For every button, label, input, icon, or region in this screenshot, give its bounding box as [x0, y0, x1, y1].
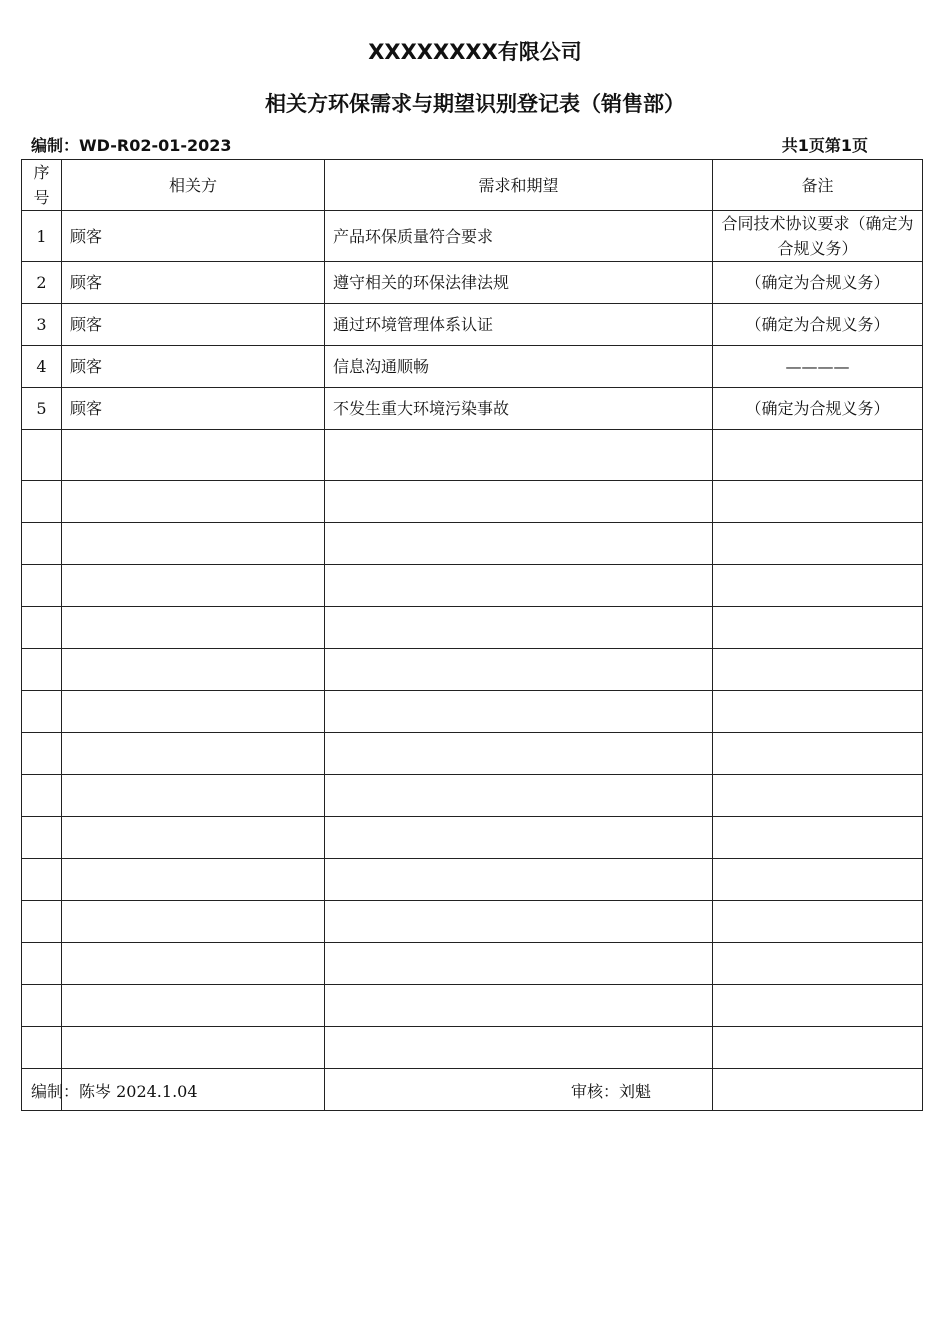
cell-no	[22, 649, 62, 691]
cell-need: 遵守相关的环保法律法规	[325, 262, 713, 304]
cell-need	[325, 481, 713, 523]
cell-no: 5	[22, 388, 62, 430]
cell-need	[325, 565, 713, 607]
empty-table-row	[22, 430, 923, 481]
cell-remark: ————	[713, 346, 923, 388]
cell-need	[325, 733, 713, 775]
cell-no	[22, 607, 62, 649]
cell-party	[62, 481, 325, 523]
cell-remark: （确定为合规义务）	[713, 388, 923, 430]
table-row	[22, 304, 923, 346]
empty-table-row	[22, 775, 923, 817]
cell-party: 顾客	[62, 211, 325, 262]
cell-need	[325, 943, 713, 985]
cell-need	[325, 817, 713, 859]
cell-no	[22, 817, 62, 859]
cell-need	[325, 859, 713, 901]
empty-table-row	[22, 607, 923, 649]
cell-party	[62, 430, 325, 481]
cell-no	[22, 481, 62, 523]
cell-remark	[713, 859, 923, 901]
column-header-need: 需求和期望	[325, 160, 713, 211]
empty-table-row	[22, 859, 923, 901]
table-body	[22, 211, 923, 1111]
cell-no	[22, 430, 62, 481]
cell-need	[325, 691, 713, 733]
table-header-row	[22, 160, 923, 211]
page-info: 共1页第1页	[781, 136, 868, 155]
cell-party: 顾客	[62, 304, 325, 346]
cell-need	[325, 523, 713, 565]
empty-table-row	[22, 481, 923, 523]
cell-party	[62, 901, 325, 943]
empty-table-row	[22, 523, 923, 565]
cell-remark	[713, 1069, 923, 1111]
table-row	[22, 388, 923, 430]
cell-no	[22, 901, 62, 943]
cell-remark: （确定为合规义务）	[713, 262, 923, 304]
cell-need	[325, 430, 713, 481]
document-number: 编制：WD-R02-01-2023	[31, 136, 232, 155]
cell-party: 顾客	[62, 346, 325, 388]
cell-remark	[713, 607, 923, 649]
cell-party: 顾客	[62, 262, 325, 304]
form-title: 相关方环保需求与期望识别登记表（销售部）	[265, 92, 685, 116]
cell-party	[62, 1027, 325, 1069]
cell-need	[325, 649, 713, 691]
cell-party	[62, 733, 325, 775]
company-name: XXXXXXXX有限公司	[368, 40, 582, 64]
cell-need	[325, 901, 713, 943]
cell-no: 4	[22, 346, 62, 388]
empty-table-row	[22, 1027, 923, 1069]
cell-remark	[713, 1027, 923, 1069]
cell-remark	[713, 430, 923, 481]
cell-remark	[713, 985, 923, 1027]
cell-party	[62, 691, 325, 733]
cell-need: 通过环境管理体系认证	[325, 304, 713, 346]
cell-remark	[713, 733, 923, 775]
empty-table-row	[22, 649, 923, 691]
cell-party	[62, 775, 325, 817]
cell-no	[22, 523, 62, 565]
cell-party: 顾客	[62, 388, 325, 430]
cell-remark	[713, 817, 923, 859]
registration-table	[21, 159, 923, 1111]
empty-table-row	[22, 817, 923, 859]
cell-remark	[713, 523, 923, 565]
cell-need	[325, 1069, 713, 1111]
cell-remark	[713, 775, 923, 817]
cell-no	[22, 943, 62, 985]
empty-table-row	[22, 691, 923, 733]
cell-no	[22, 565, 62, 607]
cell-remark: （确定为合规义务）	[713, 304, 923, 346]
cell-no: 1	[22, 211, 62, 262]
cell-no	[22, 859, 62, 901]
prepared-by: 编制：陈岑 2024.1.04	[31, 1082, 198, 1101]
column-header-party: 相关方	[62, 160, 325, 211]
empty-table-row	[22, 985, 923, 1027]
cell-remark	[713, 943, 923, 985]
cell-party	[62, 607, 325, 649]
cell-no	[22, 1027, 62, 1069]
reviewed-by: 审核：刘魁	[571, 1082, 652, 1101]
cell-remark	[713, 691, 923, 733]
table-row	[22, 211, 923, 262]
cell-no	[22, 985, 62, 1027]
cell-party	[62, 523, 325, 565]
cell-no	[22, 691, 62, 733]
cell-party	[62, 817, 325, 859]
cell-need	[325, 775, 713, 817]
table-row	[22, 262, 923, 304]
cell-need: 不发生重大环境污染事故	[325, 388, 713, 430]
cell-no: 3	[22, 304, 62, 346]
cell-party	[62, 943, 325, 985]
table-row	[22, 346, 923, 388]
cell-no	[22, 733, 62, 775]
cell-party	[62, 859, 325, 901]
cell-remark	[713, 649, 923, 691]
cell-need: 产品环保质量符合要求	[325, 211, 713, 262]
cell-remark	[713, 901, 923, 943]
cell-need	[325, 607, 713, 649]
empty-table-row	[22, 943, 923, 985]
cell-need	[325, 985, 713, 1027]
cell-need: 信息沟通顺畅	[325, 346, 713, 388]
empty-table-row	[22, 733, 923, 775]
cell-party	[62, 985, 325, 1027]
cell-remark	[713, 565, 923, 607]
cell-party	[62, 565, 325, 607]
cell-need	[325, 1027, 713, 1069]
cell-no	[22, 775, 62, 817]
cell-no: 2	[22, 262, 62, 304]
empty-table-row	[22, 565, 923, 607]
empty-table-row	[22, 901, 923, 943]
column-header-no: 序号	[22, 160, 62, 211]
cell-remark: 合同技术协议要求（确定为合规义务）	[713, 211, 923, 262]
column-header-remark: 备注	[713, 160, 923, 211]
cell-remark	[713, 481, 923, 523]
cell-party	[62, 649, 325, 691]
